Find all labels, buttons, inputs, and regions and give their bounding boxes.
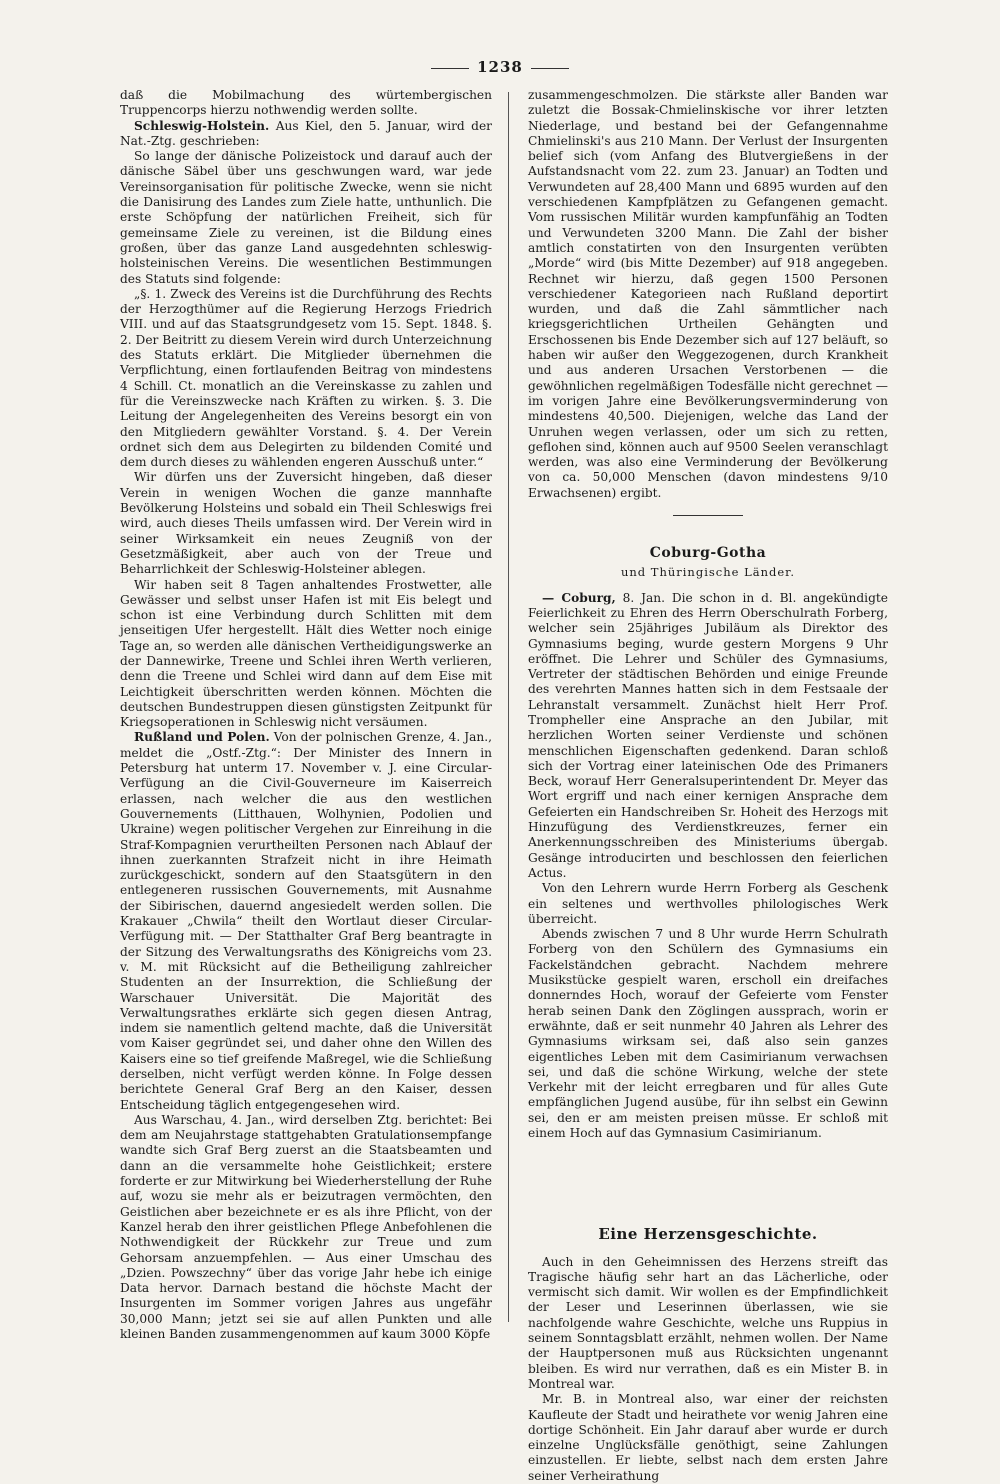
paragraph: Aus Warschau, 4. Jan., wird derselben Ztg. berichtet: Bei dem am Neujahrstage stattgehabten Gratulationsempfange wandte sich Graf Berg zuerst an die Staatsbeamten und dann an die versammelte hohe Geistlichkeit; erstere forderte er zur Mitwirkung bei Wiederherstellung der Ruhe auf, wozu sie mehr als er beizutragen vermöchten, den Geistlichen aber bezeichnete er es als ihre Pflicht, von der Kanzel herab den ihrer geistlichen Pflege Anbefohlenen die Nothwendigkeit der Rückkehr zur Treue und zum Gehorsam anzuempfehlen. — Aus einer Umschau des „Dzien. Powszechny“ über das vorige Jahr hebe ich einige Data hervor. Darnach bestand die höchste Macht der Insurgenten im Sommer vorigen Jahres aus ungefähr 30,000 Mann; jetzt sei sie auf allen Punkten und alle kleinen Banden zusammengenommen auf kaum 3000 Köpfe <box>120 1112 492 1342</box>
paragraph: „§. 1. Zweck des Vereins ist die Durchführung des Rechts der Herzogthümer auf die Regierung Herzogs Friedrich VIII. und auf das Staatsgrundgesetz vom 15. Sept. 1848. §. 2. Der Beitritt zu diesem Verein wird durch Unterzeichnung des Statuts erklärt. Die Mitglieder übernehmen die Verpflichtung, einen fortlaufenden Beitrag von mindestens 4 Schill. Ct. monatlich an die Vereinskasse zu zahlen und für die Vereinszwecke nach Kräften zu wirken. §. 3. Die Leitung der Angelegenheiten des Vereins besorgt ein von den Mitgliedern gewählter Vorstand. §. 4. Der Verein ordnet sich dem aus Delegirten zu bildenden Comité und dem durch dieses zu wählenden engeren Ausschuß unter.“ <box>120 286 492 470</box>
paragraph: Wir haben seit 8 Tagen anhaltendes Frostwetter, alle Gewässer und selbst unser Hafen ist mit Eis belegt und schon ist eine Verbindung durch Schlitten mit dem jenseitigen Ufer hergestellt. Hält dies Wetter noch einige Tage an, so werden alle dänischen Vertheidigungswerke an der Dannewirke, Treene und Schlei ihren Werth verlieren, denn die Treene und Schlei wird dann auf dem Eise mit Leichtigkeit überschritten werden können. Möchten die deutschen Bundestruppen diesen günstigsten Zeitpunkt für Kriegsoperationen in Schleswig nicht versäumen. <box>120 577 492 730</box>
paragraph-text: 8. Jan. Die schon in d. Bl. angekündigte Feierlichkeit zu Ehren des Herrn Oberschulrath Forberg, welcher sein 25jähriges Jubiläum als Direktor des Gymnasiums beging, wurde gestern Morgens 9 Uhr eröffnet. Die Lehrer und Schüler des Gymnasiums, Vertreter der städtischen Behörden und einige Freunde des verehrten Mannes hatten sich in dem Festsaale der Lehranstalt versammelt. Zunächst hielt Herr Prof. Trompheller eine Ansprache an den Jubilar, mit herzlichen Worten seiner Verdienste und schönen menschlichen Eigenschaften gedenkend. Daran schloß sich der Vortrag einer lateinischen Ode des Primaners Beck, worauf Herr Generalsuperintendent Dr. Meyer das Wort ergriff und nach einer kernigen Ansprache dem Gefeierten ein Handschreiben Sr. Hoheit des Herzogs mit Hinzufügung des Verdienstkreuzes, ferner ein Anerkennungsschreiben des Ministeriums übergab. Gesänge introducirten und beschlossen den feierlichen Actus. <box>528 590 888 880</box>
left-column <box>120 88 492 1342</box>
section-subheading: und Thüringische Länder. <box>620 565 796 580</box>
paragraph: Wir dürfen uns der Zuversicht hingeben, daß dieser Verein in wenigen Wochen die ganze mannhafte Bevölkerung Holsteins und sobald ein Theil Schleswigs frei wird, auch dieses Theils umfassen wird. Der Verein wird in seiner Wirksamkeit ein neues Zeugniß von der Gesetzmäßigkeit, aber auch von der Treue und Beharrlichkeit der Schleswig-Holsteiner ablegen. <box>120 470 492 577</box>
paragraph-text: Von der polnischen Grenze, 4. Jan., meldet die „Ostf.-Ztg.“: Der Minister des Innern in Petersburg hat unterm 17. November v. J. eine Circular-Verfügung an die Civil-Gouverneure im Kaiserreich erlassen, nach welcher die aus den westlichen Gouvernements (Litthauen, Wolhynien, Podolien und Ukraine) wegen politischer Vergehen zur Einreihung in die Straf-Kompagnien verurtheilten Personen nach Ablauf der ihnen zuerkannten Strafzeit nicht in ihre Heimath zurückgeschickt, sondern auf den Staatsgütern in den entlegeneren russischen Gouvernements, mit Ausnahme der Sibirischen, dauernd angesiedelt werden sollen. Die Krakauer „Chwila“ theilt den Wortlaut dieser Circular-Verfügung mit. — Der Statthalter Graf Berg beantragte in der Sitzung des Verwaltungsraths des Königreichs vom 23. v. M. mit Rücksicht auf die Betheiligung zahlreicher Studenten an der Insurrektion, die Schließung der Warschauer Universität. Die Majorität des Verwaltungsrathes erklärte sich gegen diesen Antrag, indem sie namentlich geltend machte, daß die Universität vom Kaiser gegründet sei, und daher ohne den Willen des Kaisers eine so tief greifende Maßregel, wie die Schließung derselben, nicht verfügt werden könne. In Folge dessen berichtete General Graf Berg an den Kaiser, dessen Entscheidung täglich entgegengesehen wird. <box>120 730 492 1112</box>
paragraph: Auch in den Geheimnissen des Herzens streift das Tragische häufig sehr hart an das Lächerliche, oder vermischt sich damit. Wir wollen es der Empfindlichkeit der Leser und Leserinnen überlassen, wie sie nachfolgende wahre Geschichte, welche uns Ruppius in seinem Sonntagsblatt erzählt, nehmen wollen. Der Name der Hauptpersonen muß aus Rücksichten ungenannt bleiben. Es wird nur verrathen, daß es ein Mister B. in Montreal war. <box>528 1254 888 1391</box>
paragraph <box>120 119 492 150</box>
page-number-rule-left <box>431 68 469 69</box>
paragraph: So lange der dänische Polizeistock und darauf auch der dänische Säbel über uns geschwungen ward, war jede Vereinsorganisation für politische Zwecke, wenn sie nicht die Danisirung des Landes zum Ziele hatte, unthunlich. Die erste Schöpfung der natürlichen Freiheit, sich für gemeinsame Ziele zu vereinen, ist die Bildung eines großen, über das ganze Land ausgedehnten schleswig-holsteinischen Vereins. Die wesentlichen Bestimmungen des Statuts sind folgende: <box>120 149 492 286</box>
paragraph: Von den Lehrern wurde Herrn Forberg als Geschenk ein seltenes und werthvolles philologisches Werk überreicht. <box>528 881 888 926</box>
paragraph <box>528 591 888 882</box>
dateline-heading: Schleswig-Holstein. <box>134 118 270 133</box>
dateline-heading: Rußland und Polen. <box>134 730 270 745</box>
paragraph: Mr. B. in Montreal also, war einer der reichsten Kaufleute der Stadt und heirathete vor wenig Jahren eine dortige Schönheit. Ein Jahr darauf aber wurde er durch einzelne Unglücksfälle genöthigt, seine Zahlungen einzustellen. Er liebte, selbst nach dem ersten Jahre seiner Verheirathung <box>528 1392 888 1483</box>
paragraph: daß die Mobilmachung des würtembergischen Truppencorps hierzu nothwendig werden sollte. <box>120 88 492 118</box>
section-heading: Coburg-Gotha <box>649 545 767 562</box>
right-column <box>528 88 888 1483</box>
dateline-heading: — Coburg, <box>542 590 616 605</box>
paragraph-text: Aus Kiel, den 5. Januar, wird der Nat.-Ztg. geschrieben: <box>120 118 492 148</box>
column-divider <box>508 92 509 1322</box>
page-number <box>0 58 1000 76</box>
story-heading: Eine Herzensgeschichte. <box>598 1225 818 1244</box>
paragraph <box>120 730 492 1112</box>
section-rule <box>673 515 743 516</box>
paragraph: Abends zwischen 7 und 8 Uhr wurde Herrn Schulrath Forberg von den Schülern des Gymnasiums ein Fackelständchen gebracht. Nachdem mehrere Musikstücke gespielt waren, erscholl ein dreifaches donnerndes Hoch, worauf der Gefeierte vom Fenster herab seinen Dank den Zöglingen aussprach, worin er erwähnte, daß er seit nunmehr 40 Jahren als Lehrer des Gymnasiums wirksam sei, daß also sein ganzes eigentliches Leben mit dem Casimirianum verwachsen sei, und daß die schöne Wirkung, welche der stete Verkehr mit der leicht erregbaren und für alles Gute empfänglichen Jugend ausübe, für ihn selbst ein Gewinn sei, den er am meisten preisen müsse. Er schloß mit einem Hoch auf das Gymnasium Casimirianum. <box>528 927 888 1140</box>
paragraph: zusammengeschmolzen. Die stärkste aller Banden war zuletzt die Bossak-Chmielinskische vor ihrer letzten Niederlage, und bestand bei der Gefangennahme Chmielinski's aus 210 Mann. Der Verlust der Insurgenten belief sich (vom Anfang des Blutvergießens in der Aufstandsnacht vom 22. zum 23. Januar) an Todten und Verwundeten auf 28,400 Mann und 6895 wurden auf den verschiedenen Kampfplätzen zu Gefangenen gemacht. Vom russischen Militär wurden kampfunfähig an Todten und Verwundeten 3200 Mann. Die Zahl der bisher amtlich constatirten von den Insurgenten verübten „Morde“ wird (bis Mitte Dezember) auf 918 angegeben. Rechnet wir hierzu, daß gegen 1500 Personen verschiedener Kategorieen nach Rußland deportirt wurden, und daß die Zahl sämmtlicher nach kriegsgerichtlichen Urtheilen Gehängten und Erschossenen bis Ende Dezember sich auf 127 beläuft, so haben wir außer den Weggezogenen, durch Krankheit und aus anderen Ursachen Verstorbenen — die gewöhnlichen regelmäßigen Todesfälle nicht gerechnet — im vorigen Jahre eine Bevölkerungsverminderung von mindestens 40,500. Diejenigen, welche das Land der Unruhen wegen verlassen, oder um sich zu retten, geflohen sind, können auch auf 9500 Seelen veranschlagt werden, was also eine Verminderung der Bevölkerung von ca. 50,000 Menschen (davon mindestens 9/10 Erwachsenen) ergibt. <box>528 88 888 500</box>
page-number-text: 1238 <box>477 58 523 76</box>
page-number-rule-right <box>531 68 569 69</box>
